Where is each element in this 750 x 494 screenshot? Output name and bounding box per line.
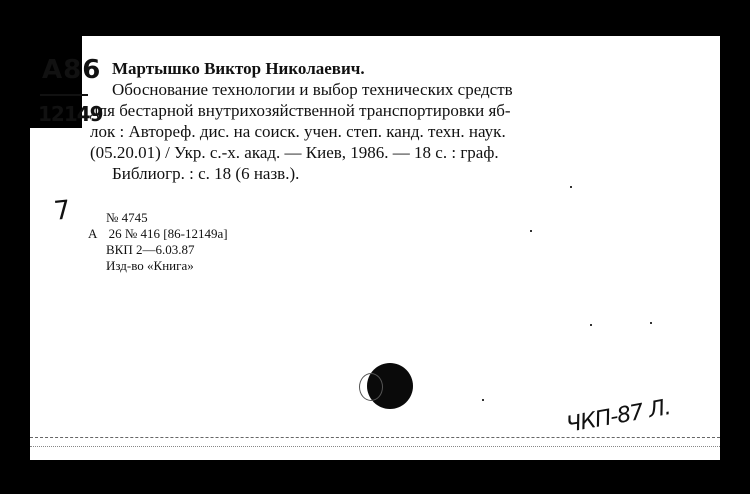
shelfmark-bottom: 12149 <box>38 102 103 126</box>
card-bottom-line <box>30 437 720 438</box>
record-a-value: 26 № 416 [86-12149а] <box>108 226 228 241</box>
stamp-ring <box>359 373 383 401</box>
record-number: № 4745 <box>106 210 148 225</box>
handwritten-mark: 7 <box>52 195 73 227</box>
title-line-3: лок : Автореф. дис. на соиск. учен. степ. канд. техн. наук. <box>90 122 506 141</box>
author-name: Мартышко Виктор Николаевич. <box>112 59 365 78</box>
record-a-row <box>88 226 228 242</box>
speck <box>570 186 572 188</box>
speck <box>482 399 484 401</box>
speck <box>650 322 652 324</box>
title-line-1: Обоснование технологии и выбор технических средств <box>112 80 513 99</box>
speck <box>530 230 532 232</box>
title-line-2: для бестарной внутрихозяйственной транспортировки яб- <box>90 101 511 120</box>
record-vkp: ВКП 2—6.03.87 <box>106 242 195 257</box>
shelfmark-top: А86 <box>42 55 102 85</box>
speck <box>590 324 592 326</box>
registration-block <box>88 210 228 274</box>
bibliographic-entry <box>90 58 670 184</box>
shelfmark-underline <box>40 94 88 96</box>
title-line-4: (05.20.01) / Укр. с.-х. акад. — Киев, 1986. — 18 с. : граф. <box>90 143 499 162</box>
record-publisher: Изд-во «Книга» <box>106 258 194 273</box>
bibliography-note: Библиогр. : с. 18 (6 назв.). <box>112 164 300 183</box>
handwritten-signature: ЧКП-87 Л. <box>564 395 673 438</box>
card-bottom-line-2 <box>30 446 720 447</box>
record-a-label: А <box>88 226 98 241</box>
catalog-card <box>30 36 720 460</box>
